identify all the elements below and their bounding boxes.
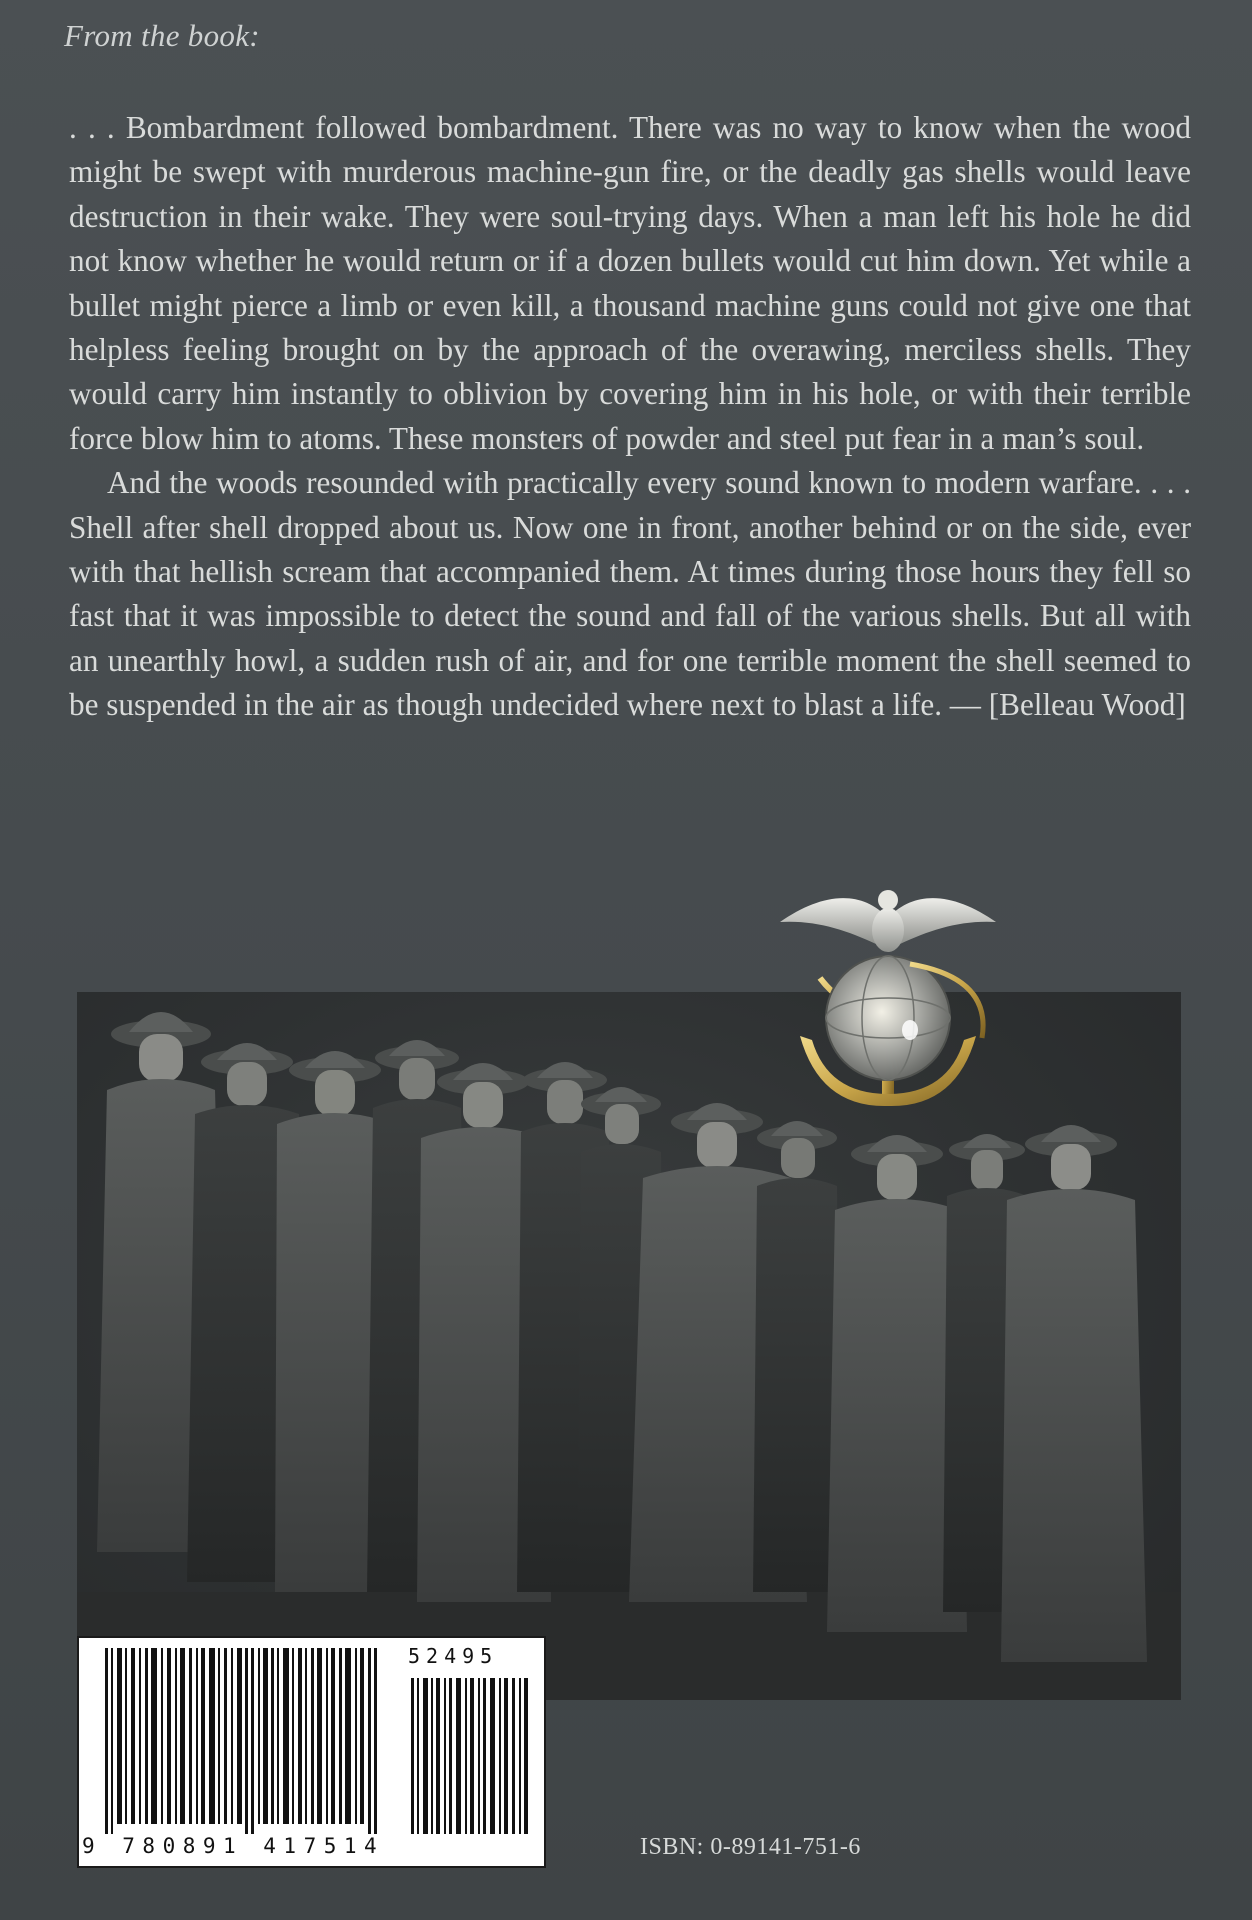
excerpt-paragraph-1: . . . Bombardment followed bombardment. There was no way to know when the wood might be swept with murderous machine-gun fire, or the deadly gas shells would leave destruction in their wake. They were soul-trying days. When a man left his hole he did not know whether he would return or if a dozen bullets would cut him down. Yet while a bullet might pierce a limb or even kill, a thousand machine guns could not give one that helpless feeling brought on by the approach of the overawing, merciless shells. They would carry him instantly to oblivion by covering him in his hole, or with their terrible force blow him to atoms. These monsters of powder and steel put fear in a man’s soul.: [69, 110, 1191, 456]
barcode-digits: 9 780891 417514: [82, 1834, 385, 1858]
soldier-figure: [753, 1121, 841, 1592]
intro-label: From the book:: [64, 18, 260, 53]
marine-corps-emblem: [760, 868, 1016, 1118]
isbn-label: ISBN: 0-89141-751-6: [640, 1834, 861, 1860]
barcode-addon-number: 52495: [408, 1644, 499, 1668]
book-excerpt: [69, 106, 1191, 728]
eagle-globe-anchor-icon: [760, 868, 1016, 1118]
soldier-figure: [1001, 1125, 1147, 1662]
excerpt-paragraph-2: And the woods resounded with practically every sound known to modern warfare. . . . Shell after shell dropped about us. Now one in front, another behind or on the side, ever with that hellish scream that accompanied them. At times during those hours they fell so fast that it was impossible to detect the sound and fall of the various shells. But all with an unearthly howl, a sudden rush of air, and for one terrible moment the shell seemed to be suspended in the air as though undecided where next to blast a life. — [Belleau Wood]: [69, 465, 1191, 723]
